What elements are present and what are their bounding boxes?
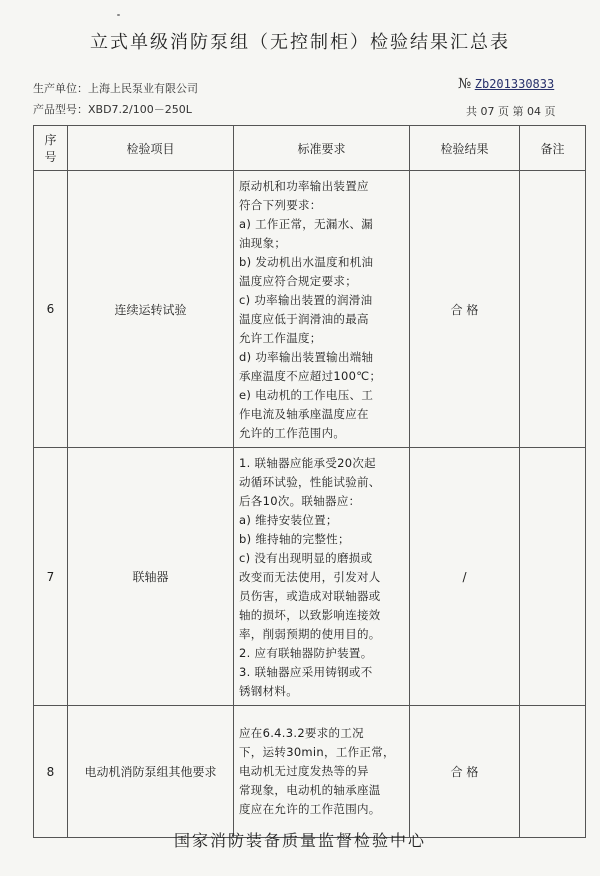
standard-line: 3. 联轴器应采用铸钢或不 <box>239 665 373 679</box>
standard-line: 承座温度不应超过100℃； <box>239 369 382 383</box>
row-result: 合 格 <box>410 706 520 838</box>
header-item: 检验项目 <box>68 126 234 171</box>
row-seq: 8 <box>34 706 68 838</box>
standard-line: 锈钢材料。 <box>239 684 298 698</box>
number-sign: № <box>458 76 472 92</box>
header-result: 检验结果 <box>410 126 520 171</box>
row-item: 电动机消防泵组其他要求 <box>68 706 234 838</box>
row-result: / <box>410 448 520 706</box>
standard-line: 轴的损坏，以致影响连接效 <box>239 608 381 622</box>
table-row <box>34 706 586 838</box>
row-note <box>520 171 586 448</box>
row-item: 连续运转试验 <box>68 171 234 448</box>
standard-line: a) 工作正常，无漏水、漏 <box>239 217 374 231</box>
row-standard <box>234 171 410 448</box>
standard-line: 改变而无法使用，引发对人 <box>239 570 381 584</box>
standard-line: 下，运转30min，工作正常， <box>239 745 395 759</box>
issuer-footer: 国家消防装备质量监督检验中心 <box>173 831 426 850</box>
standard-line: 率，削弱预期的使用目的。 <box>239 627 381 641</box>
standard-line: c) 没有出现明显的磨损或 <box>239 551 373 565</box>
standard-line: 度应在允许的工作范围内。 <box>239 802 381 816</box>
report-number <box>458 76 554 92</box>
page-count: 共 07 页 第 04 页 <box>466 105 556 118</box>
model-label: 产品型号：XBD7.2/100－250L <box>33 103 192 116</box>
standard-line: 2. 应有联轴器防护装置。 <box>239 646 373 660</box>
standard-line: 动循环试验，性能试验前、 <box>239 475 381 489</box>
header-seq <box>34 126 68 171</box>
row-note <box>520 448 586 706</box>
standard-line: a) 维持安装位置； <box>239 513 338 527</box>
row-seq: 7 <box>34 448 68 706</box>
header-seq-line1: 序 <box>44 133 57 147</box>
standard-line: 应在6.4.3.2要求的工况 <box>239 726 364 740</box>
standard-line: 符合下列要求： <box>239 198 322 212</box>
document-title: 立式单级消防泵组（无控制柜）检验结果汇总表 <box>90 32 510 53</box>
standard-line: 温度应低于润滑油的最高 <box>239 312 369 326</box>
row-result: 合 格 <box>410 171 520 448</box>
table-row <box>34 171 586 448</box>
standard-line: 常现象，电动机的轴承座温 <box>239 783 381 797</box>
standard-line: 1. 联轴器应能承受20次起 <box>239 456 376 470</box>
row-standard <box>234 448 410 706</box>
header-seq-line2: 号 <box>44 150 57 164</box>
results-table <box>33 125 586 838</box>
standard-line: 电动机无过度发热等的异 <box>239 764 369 778</box>
scan-speck <box>117 14 120 16</box>
table-row <box>34 448 586 706</box>
standard-line: 员伤害，或造成对联轴器或 <box>239 589 381 603</box>
row-standard <box>234 706 410 838</box>
standard-line: d) 功率输出装置输出端轴 <box>239 350 374 364</box>
standard-line: 后各10次。联轴器应： <box>239 494 361 508</box>
header-standard: 标准要求 <box>234 126 410 171</box>
standard-line: 允许工作温度； <box>239 331 322 345</box>
standard-line: 原动机和功率输出装置应 <box>239 179 369 193</box>
standard-line: 允许的工作范围内。 <box>239 426 346 440</box>
standard-line: e) 电动机的工作电压、工 <box>239 388 374 402</box>
standard-line: b) 发动机出水温度和机油 <box>239 255 374 269</box>
standard-line: b) 维持轴的完整性； <box>239 532 350 546</box>
row-item: 联轴器 <box>68 448 234 706</box>
row-note <box>520 706 586 838</box>
standard-line: 温度应符合规定要求； <box>239 274 357 288</box>
table-header-row <box>34 126 586 171</box>
standard-line: 油现象； <box>239 236 287 250</box>
standard-line: 作电流及轴承座温度应在 <box>239 407 369 421</box>
row-seq: 6 <box>34 171 68 448</box>
producer-label: 生产单位：上海上民泵业有限公司 <box>33 82 198 95</box>
standard-line: c) 功率输出装置的润滑油 <box>239 293 373 307</box>
header-note: 备注 <box>520 126 586 171</box>
number-value: Zb201330833 <box>474 77 555 91</box>
